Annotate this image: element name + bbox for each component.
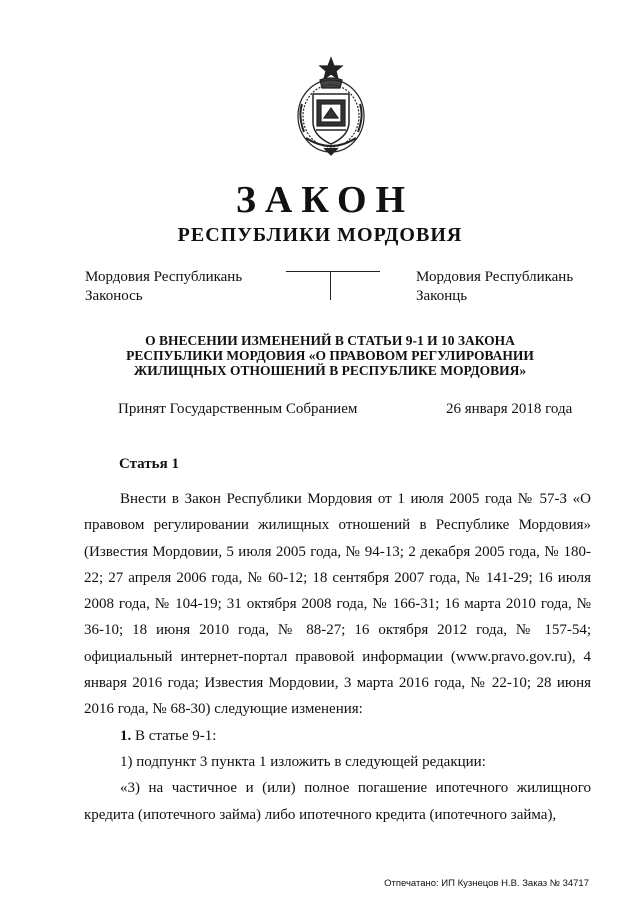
- item-1-text: В статье 9-1:: [131, 727, 217, 744]
- item-1-number: 1.: [120, 727, 132, 744]
- article-title: Статья 1: [119, 456, 179, 472]
- law-heading-line3: ЖИЛИЩНЫХ ОТНОШЕНИЙ В РЕСПУБЛИКЕ МОРДОВИЯ»: [133, 363, 527, 378]
- law-heading-line1: О ВНЕСЕНИИ ИЗМЕНЕНИЙ В СТАТЬИ 9-1 И 10 ЗАКОНА: [145, 333, 515, 348]
- article-body: [84, 486, 591, 828]
- moksha-title-line1: Мордовия Республикань: [85, 269, 243, 285]
- law-heading: [100, 333, 560, 378]
- document-subtitle: РЕСПУБЛИКИ МОРДОВИЯ: [177, 224, 463, 246]
- adopted-date: 26 января 2018 года: [446, 401, 573, 417]
- erzya-title-line1: Мордовия Республикань: [416, 269, 574, 285]
- erzya-title-line2: Законць: [416, 288, 468, 304]
- erzya-title: [416, 268, 573, 306]
- coat-of-arms-icon: [294, 56, 368, 156]
- law-heading-line2: РЕСПУБЛИКИ МОРДОВИЯ «О ПРАВОВОМ РЕГУЛИРОВАНИИ: [126, 348, 534, 363]
- document-title: ЗАКОН: [235, 179, 415, 221]
- quoted-text: «3) на частичное и (или) полное погашение ипотечного жилищного кредита (ипотечного займа) либо ипотечного кредита (ипотечного займа),: [84, 780, 591, 823]
- divider-horizontal: [286, 271, 380, 272]
- divider-vertical: [330, 272, 331, 300]
- article-paragraph: Внести в Закон Республики Мордовия от 1 июля 2005 года № 57-З «О правовом регулировании жилищных отношений в Республике Мордовия» (Известия Мордовии, 5 июля 2005 года, № 94-13; 2 декабря 2005 года, № 180-22; 27 апреля 2006 года, № 60-12; 18 сентября 2007 года, № 141-29; 16 июля 2008 года, № 104-19; 31 октября 2008 года, № 166-31; 16 марта 2010 года, № 36-10; 18 июня 2010 года, № 88-27; 16 октября 2012 года, № 157-54; официальный интернет-портал правовой информации (www.pravo.gov.ru), 4 января 2016 года; Известия Мордовии, 3 марта 2016 года, № 22-10; 28 июня 2016 года, № 68-30) следующие изменения:: [84, 491, 591, 718]
- subitem-1: 1) подпункт 3 пункта 1 изложить в следующей редакции:: [120, 753, 486, 770]
- moksha-title: [85, 268, 242, 306]
- adopted-by: Принят Государственным Собранием: [118, 401, 358, 417]
- item-1: [84, 723, 591, 749]
- moksha-title-line2: Законось: [85, 288, 143, 304]
- coat-of-arms-emblem: [294, 56, 368, 156]
- print-footer: Отпечатано: ИП Кузнецов Н.В. Заказ № 34717: [384, 878, 589, 889]
